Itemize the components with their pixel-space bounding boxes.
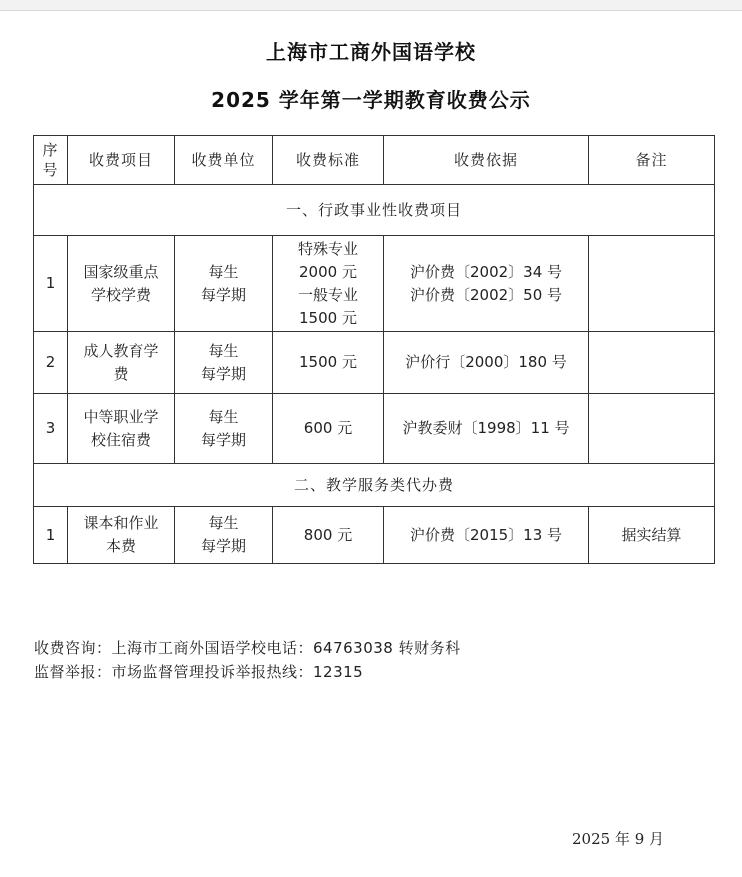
cell-note	[589, 236, 715, 332]
table-row	[34, 394, 715, 464]
unit-line: 每生	[208, 514, 239, 532]
standard-line: 1500 元	[299, 308, 357, 327]
cell-standard: 600 元	[273, 394, 384, 464]
report-line: 监督举报：市场监督管理投诉举报热线：12315	[34, 663, 364, 681]
unit-line: 每学期	[200, 364, 246, 383]
header-unit: 收费单位	[175, 136, 273, 185]
unit-line: 每学期	[200, 537, 246, 555]
cell-unit	[175, 394, 273, 464]
unit-line: 每学期	[200, 285, 246, 304]
cell-no: 3	[34, 394, 68, 464]
fee-table	[33, 135, 715, 564]
cell-note	[589, 332, 715, 394]
cell-note: 据实结算	[589, 507, 715, 564]
basis-line: 沪价费〔2002〕34 号	[409, 262, 563, 281]
cell-basis: 沪价费〔2015〕13 号	[384, 507, 589, 564]
cell-standard: 1500 元	[273, 332, 384, 394]
header-standard: 收费标准	[273, 136, 384, 185]
consult-line: 收费咨询：上海市工商外国语学校电话：64763038 转财务科	[34, 639, 461, 657]
standard-line: 一般专业	[297, 285, 358, 304]
header-basis: 收费依据	[384, 136, 589, 185]
cell-basis: 沪教委财〔1998〕11 号	[384, 394, 589, 464]
section-title: 二、教学服务类代办费	[34, 464, 715, 507]
standard-line: 2000 元	[299, 262, 357, 281]
section-title: 一、行政事业性收费项目	[34, 185, 715, 236]
cell-item: 成人教育学费	[68, 332, 175, 394]
cell-item: 课本和作业本费	[68, 507, 175, 564]
cell-standard: 800 元	[273, 507, 384, 564]
unit-line: 每学期	[200, 430, 246, 449]
cell-basis: 沪价行〔2000〕180 号	[384, 332, 589, 394]
table-row	[34, 332, 715, 394]
header-note: 备注	[589, 136, 715, 185]
unit-line: 每生	[208, 407, 239, 426]
basis-line: 沪价费〔2002〕50 号	[409, 285, 563, 304]
cell-basis	[384, 236, 589, 332]
table-row	[34, 236, 715, 332]
standard-line: 特殊专业	[297, 239, 358, 258]
cell-no: 1	[34, 236, 68, 332]
cell-item: 国家级重点学校学费	[68, 236, 175, 332]
school-title: 上海市工商外国语学校	[266, 40, 476, 64]
cell-no: 1	[34, 507, 68, 564]
section-row	[34, 464, 715, 507]
section-row	[34, 185, 715, 236]
table-row	[34, 507, 715, 564]
notice-title: 2025 学年第一学期教育收费公示	[211, 88, 531, 112]
unit-line: 每生	[208, 341, 239, 360]
cell-note	[589, 394, 715, 464]
header-item: 收费项目	[68, 136, 175, 185]
unit-line: 每生	[208, 262, 239, 281]
header-no: 序号	[34, 136, 68, 185]
top-toolbar-strip	[0, 0, 742, 11]
cell-unit	[175, 236, 273, 332]
notice-date: 2025 年 9 月	[572, 830, 665, 848]
cell-item: 中等职业学校住宿费	[68, 394, 175, 464]
cell-unit	[175, 332, 273, 394]
table-header-row	[34, 136, 715, 185]
cell-unit	[175, 507, 273, 564]
cell-no: 2	[34, 332, 68, 394]
cell-standard	[273, 236, 384, 332]
